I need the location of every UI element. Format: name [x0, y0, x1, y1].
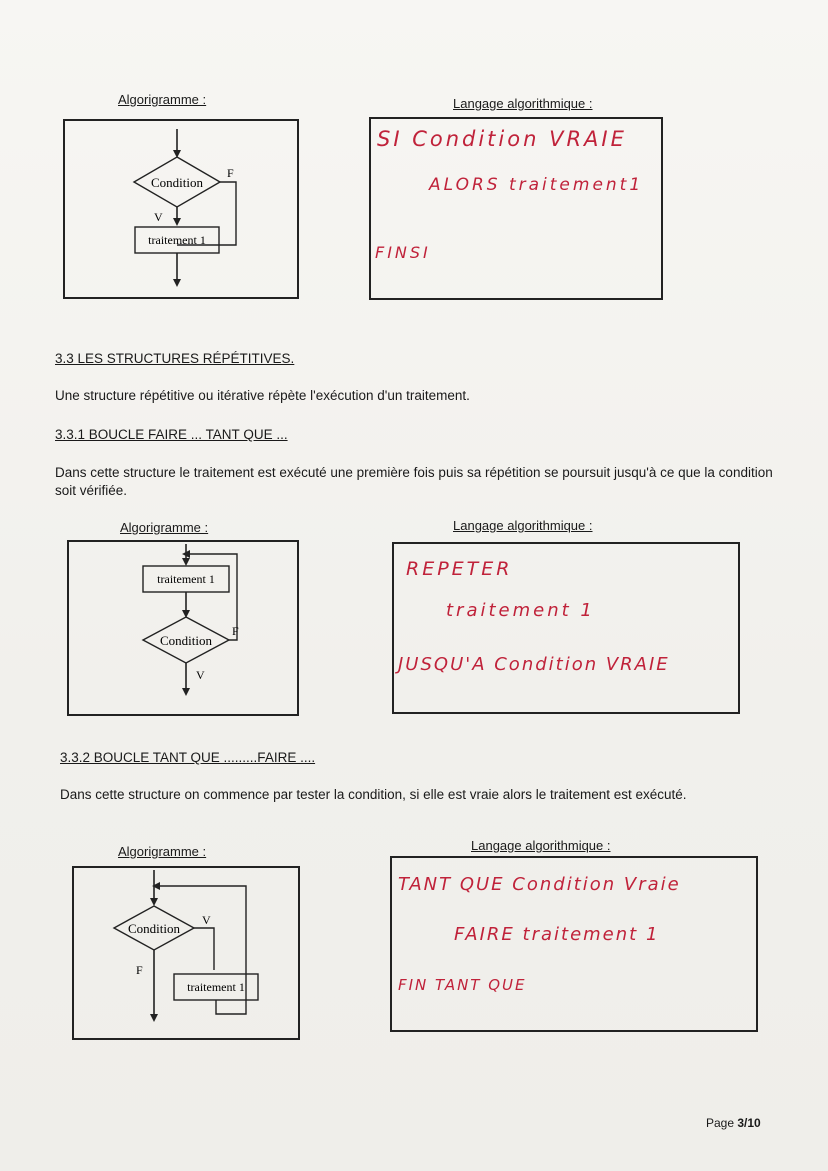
- page-number: [706, 1116, 761, 1130]
- section-heading-3-3-1: 3.3.1 BOUCLE FAIRE ... TANT QUE ...: [55, 427, 288, 442]
- decision-label: Condition: [150, 175, 204, 190]
- flowchart-if-diagram: [65, 121, 297, 297]
- handwriting-line-2: FAIRE traitement 1: [454, 924, 660, 945]
- true-branch-line: [194, 928, 214, 970]
- handwriting-line-3: JUSQU'A Condition VRAIE: [398, 654, 670, 675]
- langage-label-1: Langage algorithmique :: [453, 96, 593, 111]
- page-number-value: 3/10: [737, 1116, 761, 1130]
- decision-label: Condition: [127, 921, 181, 936]
- pseudocode-do-while-box: [392, 542, 740, 714]
- handwriting-line-3: FINSI: [375, 243, 431, 262]
- pseudocode-if-box: [369, 117, 663, 300]
- handwriting-line-1: TANT QUE Condition Vraie: [398, 874, 681, 895]
- false-label: F: [227, 166, 234, 180]
- false-label: F: [232, 624, 239, 638]
- flowchart-while-diagram: [74, 868, 298, 1038]
- flowchart-do-while-box: [67, 540, 299, 716]
- section-paragraph-3-3-2: Dans cette structure on commence par tester la condition, si elle est vraie alors le traitement est exécuté.: [60, 787, 687, 802]
- handwriting-line-2: ALORS traitement1: [429, 175, 644, 195]
- section-intro-3-3: Une structure répétitive ou itérative répète l'exécution d'un traitement.: [55, 388, 470, 403]
- handwriting-line-2: traitement 1: [446, 600, 595, 621]
- algorigramme-label-3: Algorigramme :: [118, 844, 207, 859]
- decision-label: Condition: [159, 633, 213, 648]
- algorigramme-label-2: Algorigramme :: [120, 520, 209, 535]
- section-heading-3-3-2: 3.3.2 BOUCLE TANT QUE .........FAIRE ....: [60, 750, 316, 765]
- page-prefix: Page: [706, 1116, 738, 1130]
- flowchart-while-box: [72, 866, 300, 1040]
- true-label: V: [196, 668, 205, 682]
- flowchart-if-box: [63, 119, 299, 299]
- algorigramme-label-1: Algorigramme :: [118, 92, 207, 107]
- langage-label-2: Langage algorithmique :: [453, 518, 593, 533]
- langage-label-3: Langage algorithmique :: [471, 838, 611, 853]
- handwriting-line-3: FIN TANT QUE: [398, 976, 527, 994]
- process-label: traitement 1: [157, 572, 215, 586]
- process-label: traitement 1: [187, 980, 245, 994]
- true-label: V: [154, 210, 163, 224]
- process-label: traitement 1: [148, 233, 206, 247]
- section-heading-3-3: 3.3 LES STRUCTURES RÉPÉTITIVES.: [55, 351, 295, 366]
- false-label: F: [136, 963, 143, 977]
- loop-back-line: [156, 886, 246, 1014]
- section-paragraph-3-3-1: Dans cette structure le traitement est exécuté une première fois puis sa répétition se poursuit jusqu'à ce que la condition soit vérifiée.: [55, 465, 773, 498]
- pseudocode-while-box: [390, 856, 758, 1032]
- flowchart-do-while-diagram: [69, 542, 297, 714]
- handwriting-line-1: REPETER: [406, 558, 513, 580]
- true-label: V: [202, 913, 211, 927]
- handwriting-line-1: SI Condition VRAIE: [377, 127, 627, 151]
